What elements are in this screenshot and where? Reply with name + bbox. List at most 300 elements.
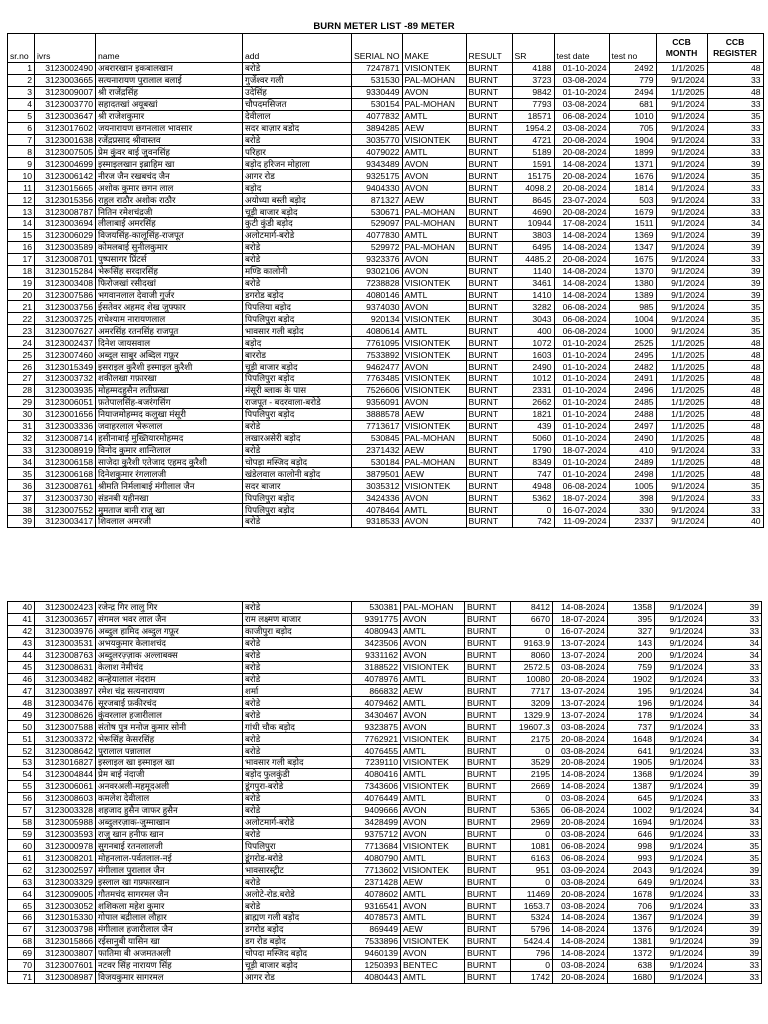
- cell-serial-no: 4080443: [352, 971, 401, 983]
- cell-sr-no: 27: [8, 372, 35, 384]
- cell-ccb-register: 34: [706, 709, 762, 721]
- cell-sr-no: 2: [8, 74, 35, 86]
- cell-make: AEW: [401, 685, 465, 697]
- cell-ivrs: 3123007460: [35, 349, 96, 361]
- cell-test-no: 2488: [609, 408, 656, 420]
- cell-sr-no: 60: [8, 840, 35, 852]
- cell-ivrs: 3123003408: [35, 277, 96, 289]
- cell-ccb-month: 9/1/2024: [656, 492, 707, 504]
- cell-result: BURNT: [465, 661, 511, 673]
- cell-ccb-register: 35: [707, 325, 763, 337]
- cell-address: बरोडे: [243, 134, 352, 146]
- table-row: [8, 900, 762, 912]
- cell-serial-no: 4078464: [352, 504, 403, 516]
- cell-ccb-register: 33: [707, 122, 763, 134]
- cell-test-date: 20-08-2024: [554, 206, 609, 218]
- table-row: [8, 170, 764, 182]
- cell-ccb-month: 9/1/2024: [655, 768, 706, 780]
- cell-make: AEW: [402, 122, 466, 134]
- cell-name: जवाहरलाल भेरूलाल: [96, 420, 243, 432]
- cell-test-date: 03-08-2024: [553, 661, 608, 673]
- cell-serial-no: 1250393: [352, 959, 401, 971]
- cell-result: BURNT: [466, 492, 512, 504]
- cell-result: BURNT: [465, 935, 511, 947]
- cell-make: AMTL: [401, 888, 465, 900]
- cell-make: AVON: [402, 158, 466, 170]
- cell-name: राहुल राठौर अशोक राठौर: [96, 194, 243, 206]
- cell-sr: 0: [511, 792, 553, 804]
- cell-ccb-register: 34: [706, 697, 762, 709]
- cell-address: खंडेलवाल कालोनी बड़ोद: [243, 468, 352, 480]
- cell-test-no: 327: [608, 625, 655, 637]
- cell-serial-no: 3428499: [352, 816, 401, 828]
- cell-ccb-register: 33: [706, 661, 762, 673]
- cell-ivrs: 3123015665: [35, 182, 96, 194]
- cell-make: AVON: [402, 492, 466, 504]
- header-row: [8, 34, 764, 63]
- table-row: [8, 840, 762, 852]
- cell-ccb-month: 1/1/2025: [656, 468, 707, 480]
- cell-serial-no: 4076455: [352, 745, 401, 757]
- cell-ccb-register: 35: [707, 301, 763, 313]
- table-row: [8, 685, 762, 697]
- table-row: [8, 480, 764, 492]
- cell-make: AMTL: [401, 697, 465, 709]
- cell-ivrs: 3123005988: [35, 816, 96, 828]
- cell-test-no: 1367: [608, 911, 655, 923]
- cell-ivrs: 3123008626: [35, 709, 96, 721]
- cell-ivrs: 3123001656: [35, 408, 96, 420]
- cell-make: VISIONTEK: [401, 733, 465, 745]
- cell-test-date: 13-07-2024: [553, 649, 608, 661]
- cell-address: बरोडे: [243, 697, 352, 709]
- header-test-no: test no: [609, 34, 656, 63]
- cell-ccb-register: 48: [707, 337, 763, 349]
- cell-sr-no: 33: [8, 444, 35, 456]
- cell-ccb-register: 33: [707, 492, 763, 504]
- cell-sr: 4098.2: [512, 182, 554, 194]
- table-row: [8, 768, 762, 780]
- cell-make: VISIONTEK: [402, 372, 466, 384]
- cell-result: BURNT: [465, 923, 511, 935]
- cell-address: राजपूत - बदरवाला-बरोडे: [243, 396, 352, 408]
- cell-address: पिपलिपुरा बड़ोद: [243, 408, 352, 420]
- cell-sr: 1140: [512, 265, 554, 277]
- table-row: [8, 516, 764, 528]
- cell-ccb-month: 9/1/2024: [656, 504, 707, 516]
- cell-ccb-register: 39: [707, 289, 763, 301]
- cell-test-no: 998: [608, 840, 655, 852]
- cell-test-no: 2496: [609, 384, 656, 396]
- cell-test-date: 06-08-2024: [554, 110, 609, 122]
- table-row: [8, 745, 762, 757]
- cell-test-date: 14-08-2024: [554, 265, 609, 277]
- cell-test-no: 2491: [609, 372, 656, 384]
- cell-sr: 5362: [512, 492, 554, 504]
- cell-make: AVON: [401, 804, 465, 816]
- cell-sr-no: 40: [8, 602, 35, 614]
- cell-address: आगर रोड: [243, 170, 352, 182]
- cell-sr-no: 30: [8, 408, 35, 420]
- cell-sr-no: 43: [8, 637, 35, 649]
- cell-test-no: 1347: [609, 241, 656, 253]
- cell-sr-no: 13: [8, 206, 35, 218]
- cell-address: बड़ोद: [243, 182, 352, 194]
- cell-test-date: 20-08-2024: [554, 170, 609, 182]
- cell-test-date: 14-08-2024: [553, 768, 608, 780]
- table-row: [8, 971, 762, 983]
- cell-make: AVON: [401, 828, 465, 840]
- cell-ccb-register: 39: [707, 158, 763, 170]
- cell-make: AVON: [402, 86, 466, 98]
- cell-make: AVON: [401, 649, 465, 661]
- cell-make: VISIONTEK: [401, 864, 465, 876]
- table-row: [8, 935, 762, 947]
- cell-ivrs: 3123008603: [35, 792, 96, 804]
- cell-ccb-register: 48: [707, 468, 763, 480]
- cell-ivrs: 3123015349: [35, 361, 96, 373]
- cell-ivrs: 3123006061: [35, 780, 96, 792]
- cell-serial-no: 9375712: [352, 828, 401, 840]
- cell-result: BURNT: [465, 756, 511, 768]
- cell-ccb-month: 1/1/2025: [656, 420, 707, 432]
- cell-name: राजु खान हनीफ खान: [96, 828, 243, 840]
- cell-ccb-register: 35: [706, 852, 762, 864]
- cell-ivrs: 3123003798: [35, 923, 96, 935]
- cell-ccb-month: 9/1/2024: [655, 852, 706, 864]
- cell-ivrs: 3123003589: [35, 241, 96, 253]
- cell-test-no: 1899: [609, 146, 656, 158]
- cell-serial-no: 7713617: [352, 420, 403, 432]
- cell-ccb-month: 9/1/2024: [656, 74, 707, 86]
- cell-make: PAL-MOHAN: [402, 206, 466, 218]
- cell-test-date: 14-08-2024: [554, 229, 609, 241]
- cell-name: फातिमा बी अजमतअली: [96, 947, 243, 959]
- table-row: [8, 733, 762, 745]
- cell-ccb-month: 9/1/2024: [656, 146, 707, 158]
- cell-make: AVON: [401, 900, 465, 912]
- cell-sr-no: 42: [8, 625, 35, 637]
- table-row: [8, 408, 764, 420]
- cell-make: AVON: [402, 182, 466, 194]
- cell-sr-no: 35: [8, 468, 35, 480]
- table-body: [8, 63, 764, 528]
- cell-make: AVON: [402, 361, 466, 373]
- cell-ivrs: 3123007586: [35, 289, 96, 301]
- cell-ccb-month: 9/1/2024: [655, 900, 706, 912]
- cell-make: AVON: [401, 816, 465, 828]
- cell-ccb-register: 33: [706, 971, 762, 983]
- cell-ccb-register: 33: [706, 625, 762, 637]
- cell-ivrs: 3123008919: [35, 444, 96, 456]
- cell-ivrs: 3123008642: [35, 745, 96, 757]
- cell-address: पिपलिया बड़ोद: [243, 301, 352, 313]
- cell-address: चूड़ी बाजार बड़ोद: [243, 206, 352, 218]
- cell-name: सहादतखां अयूबखां: [96, 98, 243, 110]
- cell-test-no: 330: [609, 504, 656, 516]
- cell-sr-no: 65: [8, 900, 35, 912]
- cell-result: BURNT: [466, 361, 512, 373]
- cell-ivrs: 3123003807: [35, 947, 96, 959]
- cell-result: BURNT: [466, 301, 512, 313]
- cell-sr-no: 11: [8, 182, 35, 194]
- cell-serial-no: 7533892: [352, 349, 403, 361]
- cell-sr: 3209: [511, 697, 553, 709]
- cell-serial-no: 531530: [352, 74, 403, 86]
- header-sr: SR: [512, 34, 554, 63]
- cell-test-date: 06-08-2024: [554, 301, 609, 313]
- cell-sr-no: 36: [8, 480, 35, 492]
- cell-result: BURNT: [465, 840, 511, 852]
- cell-ivrs: 3123008201: [35, 852, 96, 864]
- cell-ivrs: 3123003328: [35, 804, 96, 816]
- cell-ivrs: 3123001638: [35, 134, 96, 146]
- cell-test-no: 681: [609, 98, 656, 110]
- cell-test-no: 1648: [608, 733, 655, 745]
- cell-make: AMTL: [401, 625, 465, 637]
- cell-make: VISIONTEK: [402, 134, 466, 146]
- cell-ccb-register: 39: [706, 768, 762, 780]
- cell-test-date: 14-08-2024: [553, 947, 608, 959]
- cell-ivrs: 3123003725: [35, 313, 96, 325]
- table-row: [8, 420, 764, 432]
- cell-ccb-register: 39: [706, 864, 762, 876]
- cell-name: इस्लाल खा गफ़्फारखान: [96, 876, 243, 888]
- cell-sr: 400: [512, 325, 554, 337]
- cell-test-no: 1371: [609, 158, 656, 170]
- cell-ccb-month: 9/1/2024: [655, 649, 706, 661]
- cell-test-no: 2489: [609, 456, 656, 468]
- cell-sr-no: 67: [8, 923, 35, 935]
- cell-ccb-register: 39: [706, 923, 762, 935]
- table-row: [8, 229, 764, 241]
- cell-ccb-register: 34: [706, 649, 762, 661]
- cell-ccb-month: 9/1/2024: [656, 158, 707, 170]
- cell-address: पिपलिपुरा: [243, 840, 352, 852]
- cell-test-no: 2490: [609, 432, 656, 444]
- cell-serial-no: 4078573: [352, 911, 401, 923]
- cell-ccb-month: 9/1/2024: [655, 756, 706, 768]
- cell-address: डगरोड बड़ोद: [243, 923, 352, 935]
- cell-test-date: 20-08-2024: [553, 888, 608, 900]
- cell-ivrs: 3123003531: [35, 637, 96, 649]
- cell-sr-no: 68: [8, 935, 35, 947]
- cell-ccb-register: 35: [706, 840, 762, 852]
- table-row: [8, 384, 764, 396]
- cell-name: शकीलखा गफ़ारखा: [96, 372, 243, 384]
- cell-sr: 2331: [512, 384, 554, 396]
- cell-ivrs: 3123003976: [35, 625, 96, 637]
- cell-result: BURNT: [466, 229, 512, 241]
- cell-ccb-month: 9/1/2024: [656, 134, 707, 146]
- cell-address: पिपलिपुरा बड़ोद: [243, 372, 352, 384]
- cell-sr: 8349: [512, 456, 554, 468]
- cell-sr-no: 25: [8, 349, 35, 361]
- cell-sr-no: 70: [8, 959, 35, 971]
- cell-ccb-register: 33: [706, 673, 762, 685]
- cell-test-no: 143: [608, 637, 655, 649]
- cell-result: BURNT: [466, 158, 512, 170]
- table-row: [8, 313, 764, 325]
- cell-make: AMTL: [402, 289, 466, 301]
- cell-test-no: 1372: [608, 947, 655, 959]
- cell-name: अब्दुल साबुर अब्दिल गफ़ूर: [96, 349, 243, 361]
- cell-sr-no: 59: [8, 828, 35, 840]
- cell-address: पिपलिपुरा बड़ोद: [243, 313, 352, 325]
- cell-sr-no: 44: [8, 649, 35, 661]
- cell-test-date: 06-08-2024: [554, 313, 609, 325]
- table-row: [8, 959, 762, 971]
- cell-address: मण्डि कालोनी: [243, 265, 352, 277]
- cell-serial-no: 4078602: [352, 888, 401, 900]
- cell-result: BURNT: [466, 456, 512, 468]
- cell-ivrs: 3123007601: [35, 959, 96, 971]
- cell-serial-no: 869449: [352, 923, 401, 935]
- cell-sr: 15175: [512, 170, 554, 182]
- cell-serial-no: 4076449: [352, 792, 401, 804]
- cell-ccb-month: 9/1/2024: [656, 277, 707, 289]
- cell-ccb-month: 9/1/2024: [655, 709, 706, 721]
- cell-sr: 3461: [512, 277, 554, 289]
- cell-test-no: 196: [608, 697, 655, 709]
- cell-make: AVON: [402, 516, 466, 528]
- cell-sr: 7717: [511, 685, 553, 697]
- cell-ccb-month: 9/1/2024: [655, 876, 706, 888]
- cell-ccb-month: 9/1/2024: [655, 685, 706, 697]
- cell-result: BURNT: [465, 637, 511, 649]
- cell-ccb-register: 48: [707, 396, 763, 408]
- cell-make: AEW: [402, 194, 466, 206]
- cell-result: BURNT: [466, 289, 512, 301]
- cell-ccb-register: 48: [707, 456, 763, 468]
- cell-sr: 2490: [512, 361, 554, 373]
- cell-sr-no: 9: [8, 158, 35, 170]
- cell-sr: 1072: [512, 337, 554, 349]
- cell-ccb-month: 9/1/2024: [655, 721, 706, 733]
- cell-test-date: 03-08-2024: [553, 721, 608, 733]
- cell-name: शिवलाल अमरजी: [96, 516, 243, 528]
- cell-ccb-register: 33: [706, 900, 762, 912]
- cell-sr: 19607.3: [511, 721, 553, 733]
- table-row: [8, 265, 764, 277]
- table-row: [8, 194, 764, 206]
- cell-test-date: 01-10-2024: [554, 361, 609, 373]
- table-row: [8, 86, 764, 98]
- cell-result: BURNT: [465, 947, 511, 959]
- cell-ccb-register: 34: [706, 637, 762, 649]
- cell-make: VISIONTEK: [402, 313, 466, 325]
- cell-result: BURNT: [465, 900, 511, 912]
- cell-ccb-month: 1/1/2025: [656, 456, 707, 468]
- cell-name: कुंवरलाल हजारीलाल: [96, 709, 243, 721]
- cell-ivrs: 3123015866: [35, 935, 96, 947]
- cell-address: देवीलाल: [243, 110, 352, 122]
- cell-make: AVON: [401, 947, 465, 959]
- cell-ccb-register: 33: [706, 959, 762, 971]
- cell-result: BURNT: [465, 876, 511, 888]
- cell-test-date: 06-08-2024: [553, 804, 608, 816]
- cell-sr: 9163.9: [511, 637, 553, 649]
- cell-make: PAL-MOHAN: [401, 602, 465, 614]
- cell-test-date: 20-08-2024: [553, 733, 608, 745]
- cell-name: अबरारखान इकबालखान: [96, 63, 243, 75]
- cell-test-date: 11-09-2024: [554, 516, 609, 528]
- cell-ccb-month: 1/1/2025: [656, 396, 707, 408]
- table-row: [8, 63, 764, 75]
- cell-address: डूंगपुरा-बरोडे: [243, 780, 352, 792]
- cell-test-no: 178: [608, 709, 655, 721]
- cell-sr: 439: [512, 420, 554, 432]
- cell-test-date: 20-08-2024: [553, 816, 608, 828]
- cell-test-date: 03-08-2024: [553, 745, 608, 757]
- cell-ivrs: 3123003593: [35, 828, 96, 840]
- cell-sr-no: 63: [8, 876, 35, 888]
- cell-sr-no: 49: [8, 709, 35, 721]
- table-row: [8, 456, 764, 468]
- cell-make: AVON: [402, 170, 466, 182]
- cell-result: BURNT: [465, 792, 511, 804]
- cell-test-no: 641: [608, 745, 655, 757]
- cell-sr: 1742: [511, 971, 553, 983]
- cell-test-no: 398: [609, 492, 656, 504]
- cell-make: VISIONTEK: [402, 349, 466, 361]
- cell-ccb-register: 48: [707, 408, 763, 420]
- cell-ccb-month: 9/1/2024: [655, 733, 706, 745]
- cell-test-no: 1004: [609, 313, 656, 325]
- cell-make: VISIONTEK: [401, 756, 465, 768]
- cell-test-no: 1905: [608, 756, 655, 768]
- cell-sr: 8412: [511, 602, 553, 614]
- table-row: [8, 613, 762, 625]
- cell-make: VISIONTEK: [401, 840, 465, 852]
- cell-sr: 951: [511, 864, 553, 876]
- cell-serial-no: 7238828: [352, 277, 403, 289]
- cell-sr: 1591: [512, 158, 554, 170]
- table-row: [8, 206, 764, 218]
- cell-sr: 4485.2: [512, 253, 554, 265]
- cell-serial-no: 3035770: [352, 134, 403, 146]
- cell-test-date: 01-10-2024: [554, 420, 609, 432]
- cell-result: BURNT: [465, 649, 511, 661]
- cell-name: इस्माइलखान इब्राहिम खा: [96, 158, 243, 170]
- table-row: [8, 721, 762, 733]
- cell-name: शशिकला महेश कुमार: [96, 900, 243, 912]
- cell-result: BURNT: [465, 733, 511, 745]
- cell-name: नटवर सिंह नारायण सिंह: [96, 959, 243, 971]
- cell-serial-no: 3424336: [352, 492, 403, 504]
- table-row: [8, 325, 764, 337]
- cell-test-date: 14-08-2024: [554, 158, 609, 170]
- cell-sr-no: 52: [8, 745, 35, 757]
- cell-result: BURNT: [466, 110, 512, 122]
- cell-sr: 0: [511, 828, 553, 840]
- cell-ccb-month: 9/1/2024: [655, 745, 706, 757]
- cell-test-no: 200: [608, 649, 655, 661]
- cell-ccb-month: 1/1/2025: [656, 408, 707, 420]
- cell-make: AVON: [402, 253, 466, 265]
- cell-serial-no: 4079022: [352, 146, 403, 158]
- cell-test-date: 03-08-2024: [554, 122, 609, 134]
- cell-ccb-month: 9/1/2024: [656, 182, 707, 194]
- cell-name: दिनेशकुमार रंगलालजी: [96, 468, 243, 480]
- cell-name: रईसानुबी यासिन खा: [96, 935, 243, 947]
- cell-address: बड़ोद: [243, 337, 352, 349]
- table-row: [8, 241, 764, 253]
- cell-ivrs: 3123000978: [35, 840, 96, 852]
- cell-sr-no: 47: [8, 685, 35, 697]
- cell-ccb-register: 48: [707, 372, 763, 384]
- table-row: [8, 301, 764, 313]
